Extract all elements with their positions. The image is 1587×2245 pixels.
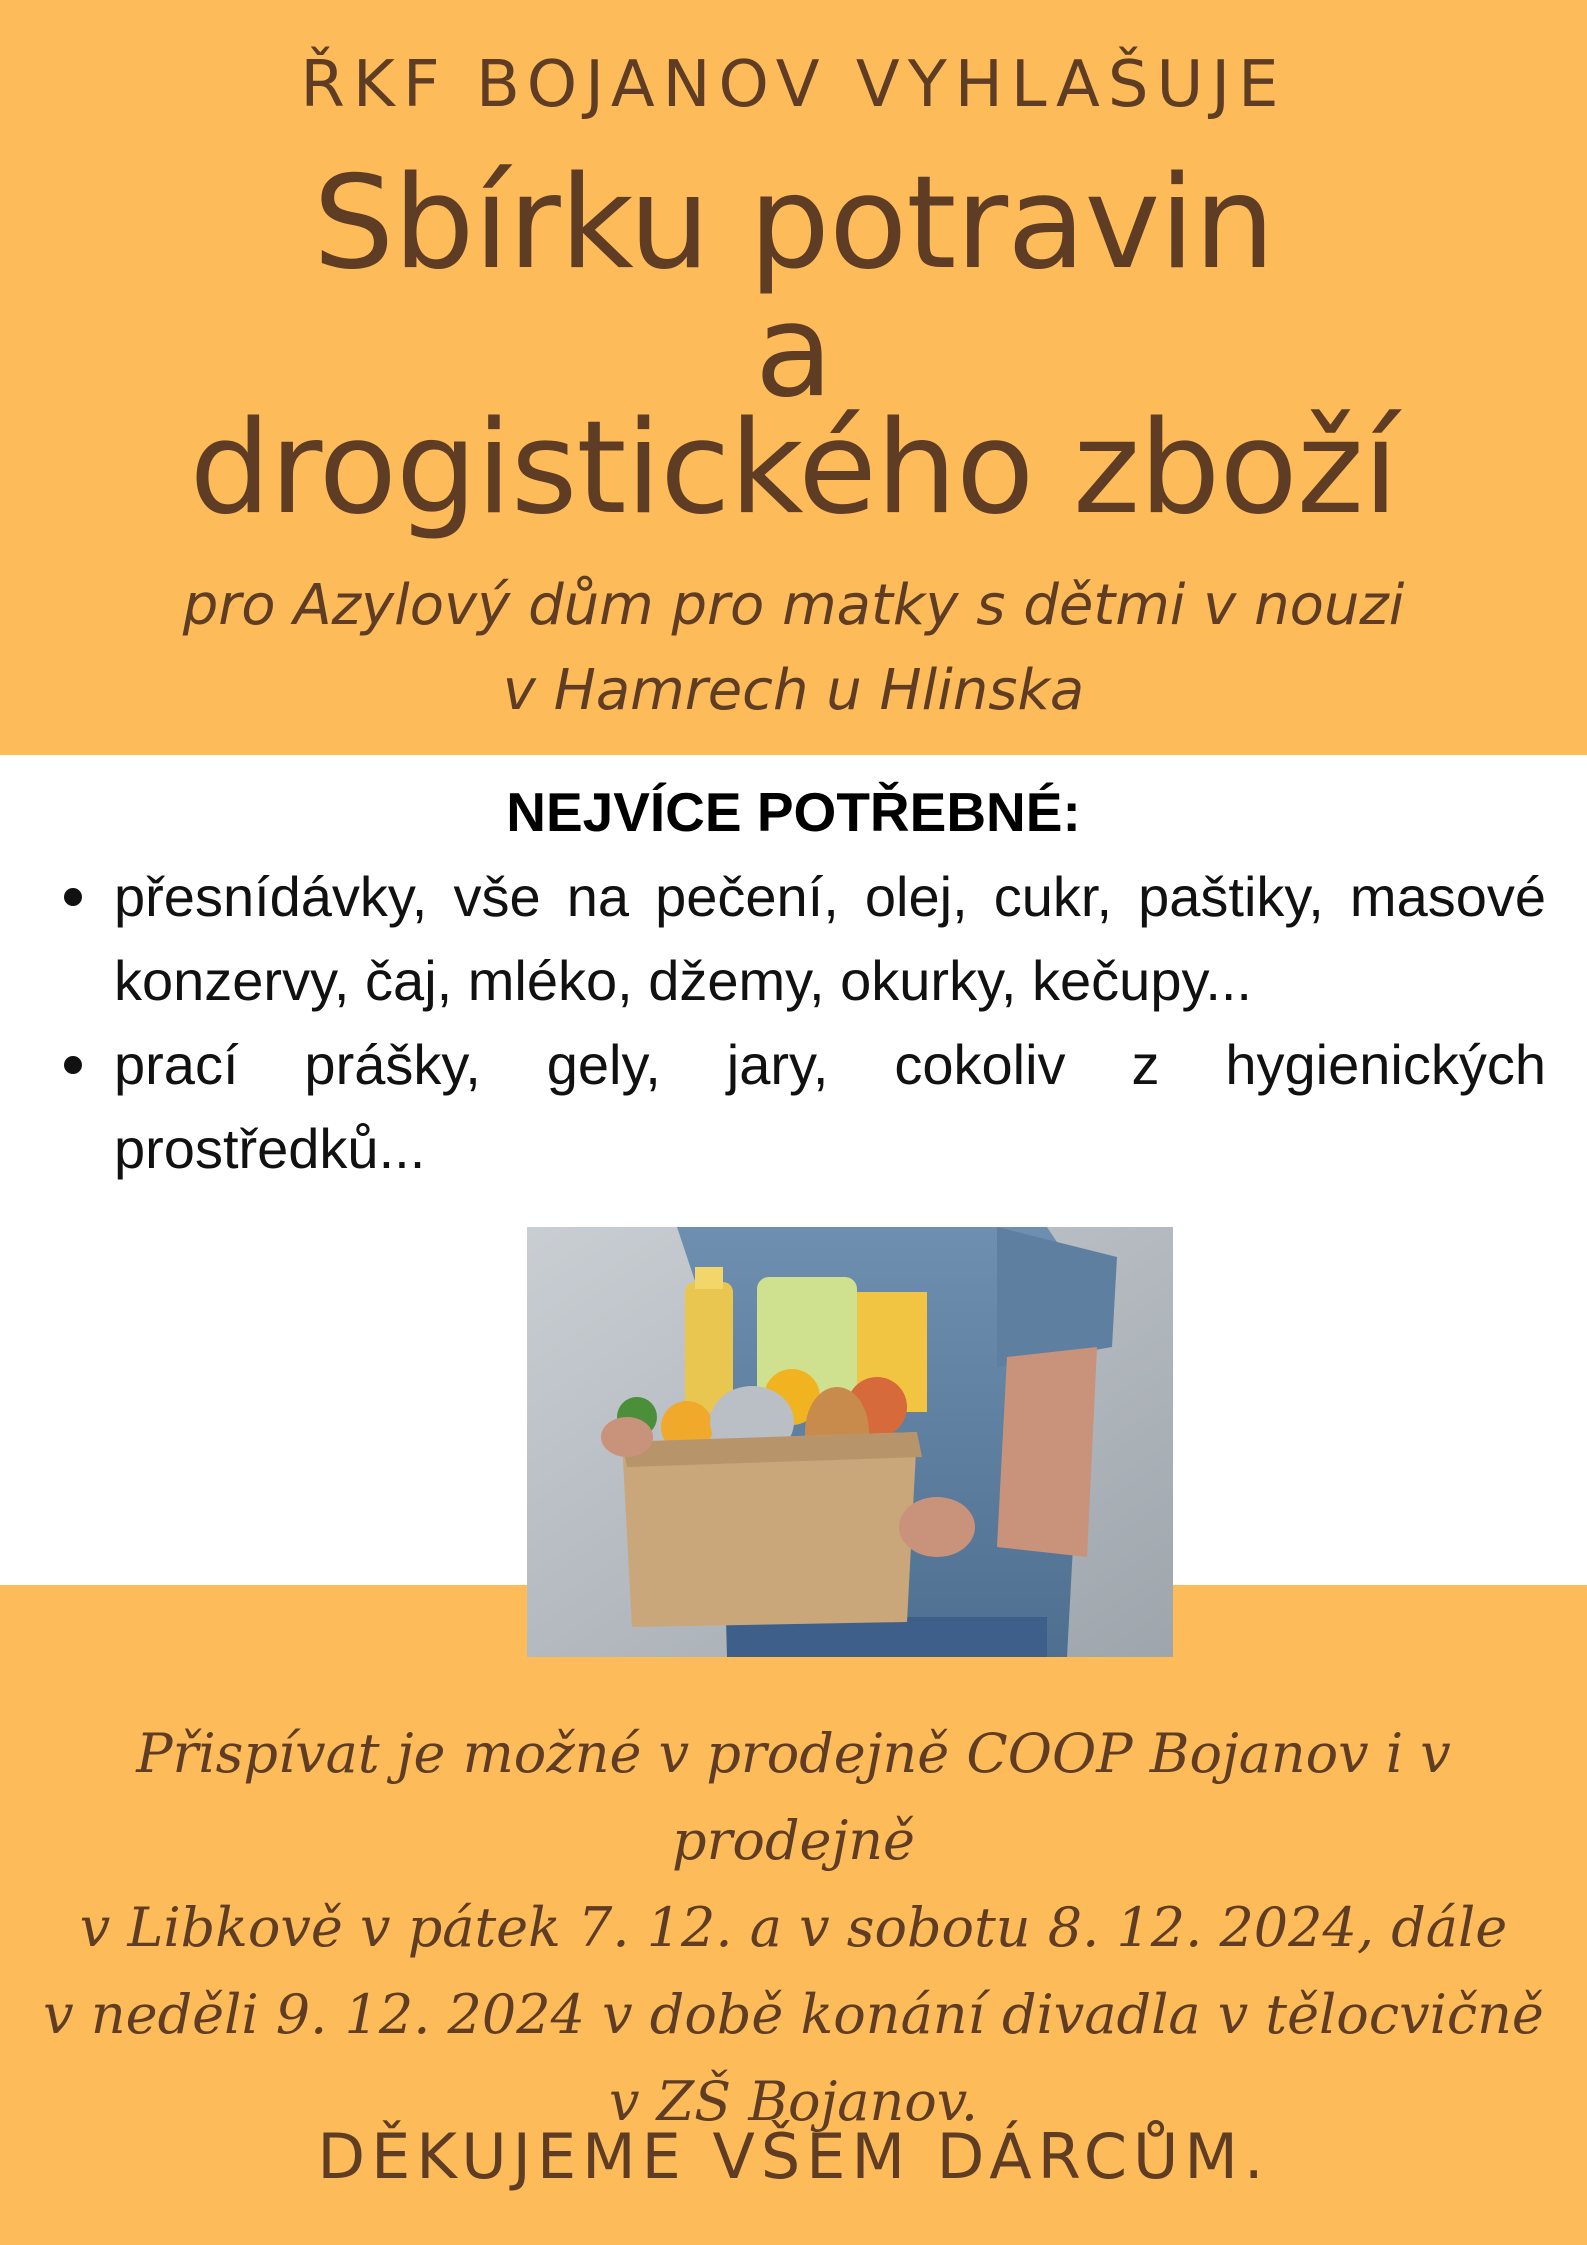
bullet-icon (64, 1056, 82, 1074)
subtitle-line-1: pro Azylový dům pro matky s dětmi v nouzi (182, 573, 1405, 638)
needs-item-text: přesnídávky, vše na pečení, olej, cukr, paštiky, masové konzervy, čaj, mléko, džemy, okurky, kečupy... (114, 865, 1546, 1012)
thanks-line: DĚKUJEME VŠEM DÁRCŮM. (317, 2120, 1270, 2193)
title-line-3: drogistického zboží (189, 394, 1398, 543)
title-line-1: Sbírku potravin (313, 149, 1274, 298)
subtitle-line-2: v Hamrech u Hlinska (502, 658, 1085, 723)
needs-item-drugstore (60, 1023, 1546, 1191)
donation-info-line-3: v neděli 9. 12. 2024 v době konání divadla v tělocvičně (43, 1983, 1544, 2046)
donation-info-line-1: Přispívat je možné v prodejně COOP Bojanov i v prodejně (136, 1722, 1451, 1872)
title-line-2: a (754, 277, 833, 426)
donation-info (40, 1710, 1547, 2145)
donation-info-line-2: v Libkově v pátek 7. 12. a v sobotu 8. 12. 2024, dále (79, 1896, 1508, 1959)
needs-heading: NEJVÍCE POTŘEBNÉ: (506, 781, 1081, 843)
needs-item-text: prací prášky, gely, jary, cokoliv z hygienických prostředků... (114, 1033, 1546, 1180)
organizer-kicker: ŘKF BOJANOV VYHLAŠUJE (300, 48, 1287, 122)
needs-list (60, 855, 1546, 1191)
donation-info-line-4: v ZŠ Bojanov. (608, 2070, 979, 2133)
bullet-icon (64, 888, 82, 906)
donation-box-photo (527, 1227, 1173, 1657)
needs-item-food (60, 855, 1546, 1023)
